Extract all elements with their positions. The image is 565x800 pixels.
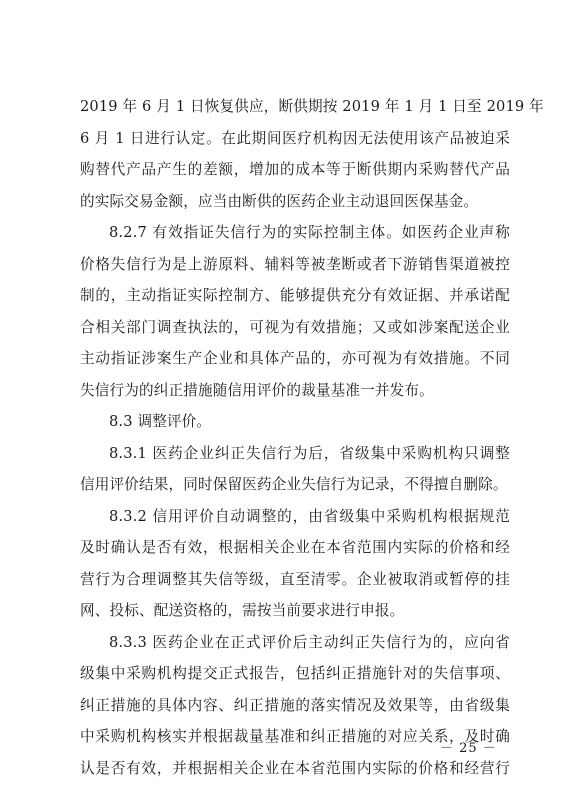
text-line: 级集中采购机构提交正式报告，包括纠正措施针对的失信事项、 [80,665,510,682]
page-number: － 25 － [440,741,497,756]
text-line: 合相关部门调查执法的，可视为有效措施；又或如涉案配送企业 [80,318,510,336]
paragraph [80,501,510,627]
paragraph [80,91,544,217]
text-line: 纠正措施的具体内容、纠正措施的落实情况及效果等，由省级集 [80,696,510,714]
text-line: 购替代产品产生的差额，增加的成本等于断供期内采购替代产品 [80,161,510,178]
text-line: 认是否有效，并根据相关企业在本省范围内实际的价格和经营行 [80,759,510,777]
paragraph [80,627,510,785]
text-line: 中采购机构核实并根据裁量基准和纠正措施的对应关系，及时确 [80,728,510,745]
text-line: 信用评价结果，同时保留医药企业失信行为记录，不得擅自删除。 [80,476,508,493]
paragraph [80,217,510,406]
text-line: 失信行为的纠正措施随信用评价的裁量基准一并发布。 [80,381,434,399]
paragraph [80,438,510,501]
text-line: 8.3.1 医药企业纠正失信行为后，省级集中采购机构只调整 [109,444,510,462]
text-line: 8.3 调整评价。 [109,413,212,430]
text-line: 价格失信行为是上游原料、辅料等被垄断或者下游销售渠道被控 [80,255,510,273]
text-line: 8.3.3 医药企业在正式评价后主动纠正失信行为的，应向省 [109,633,510,651]
text-line: 网、投标、配送资格的，需按当前要求进行申报。 [80,602,405,619]
section-heading [80,406,510,438]
text-line: 8.2.7 有效指证失信行为的实际控制主体。如医药企业声称 [109,224,510,241]
text-line: 的实际交易金额，应当由断供的医药企业主动退回医保基金。 [80,192,479,210]
text-line: 营行为合理调整其失信等级，直至清零。企业被取消或暂停的挂 [80,570,510,588]
text-line: 8.3.2 信用评价自动调整的，由省级集中采购机构根据规范 [109,507,510,525]
text-line: 2019 年 6 月 1 日恢复供应，断供期按 2019 年 1 月 1 日至 2019 年 [80,98,544,115]
text-line: 制的，主动指证实际控制方、能够提供充分有效证据、并承诺配 [80,287,510,304]
text-line: 6 月 1 日进行认定。在此期间医疗机构因无法使用该产品被迫采 [80,129,510,147]
text-line: 主动指证涉案生产企业和具体产品的，亦可视为有效措施。不同 [80,350,510,367]
text-line: 及时确认是否有效，根据相关企业在本省范围内实际的价格和经 [80,539,510,556]
document-body [80,91,544,784]
